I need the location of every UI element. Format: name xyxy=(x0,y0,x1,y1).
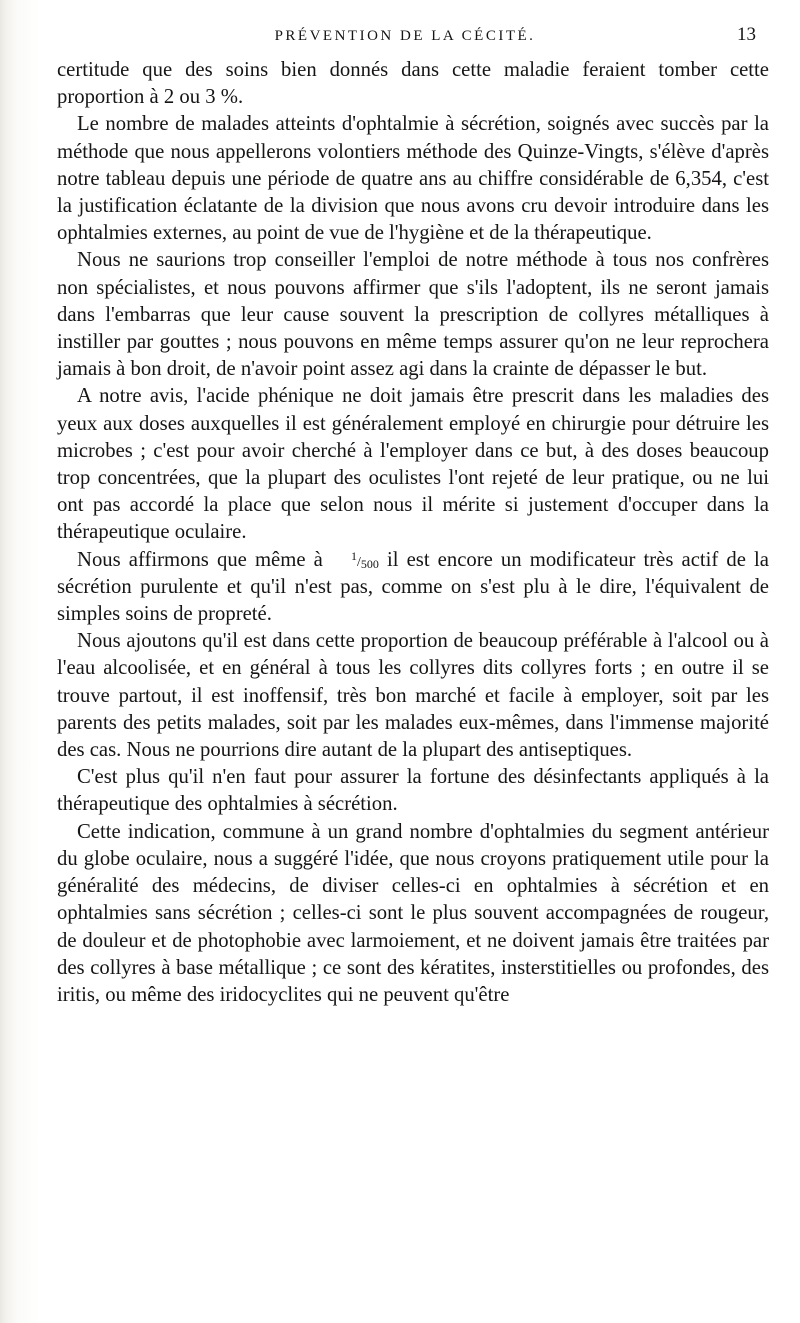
body-text xyxy=(57,57,769,1009)
fraction-numerator: 1 xyxy=(350,548,357,563)
paragraph-continuation: certitude que des soins bien donnés dans cette maladie feraient tomber cette proportion à 2 ou 3 %. xyxy=(57,59,769,109)
paragraph-dosage xyxy=(57,547,769,629)
paragraph-advice-to-colleagues: Nous ne saurions trop conseiller l'emploi de notre méthode à tous nos confrères non spécialistes, et nous pouvons affirmer que s'ils l'adoptent, ils ne seront jamais dans l'embarras que leur cause souvent la prescription de collyres métalliques à instiller par gouttes ; nous pouvons en même temps assurer qu'on ne leur reprochera jamais à bon droit, de n'avoir point assez agi dans la crainte de dépasser le but. xyxy=(57,249,769,381)
paragraph-preferable: Nous ajoutons qu'il est dans cette proportion de beaucoup préférable à l'alcool ou à l'eau alcoolisée, et en général à tous les collyres dits collyres forts ; en outre il se trouve partout, il est inoffensif, très bon marché et facile à employer, soit par les parents des petits malades, soit par les malades eux-mêmes, dans l'immense majorité des cas. Nous ne pourrions dire autant de la plupart des antiseptiques. xyxy=(57,630,769,762)
page-number: 13 xyxy=(737,24,756,45)
paragraph-classification: Cette indication, commune à un grand nombre d'ophtalmies du segment antérieur du globe oculaire, nous a suggéré l'idée, que nous croyons pratiquement utile pour la généralité des médecins, de diviser celles-ci en ophtalmies à sécrétion et en ophtalmies sans sécrétion ; celles-ci sont le plus souvent accompagnées de rougeur, de douleur et de photophobie avec larmoiement, et ne doivent jamais être traitées par des collyres à base métallique ; ce sont des kératites, insterstitielles ou profondes, des iritis, ou même des iridocyclites qui ne peuvent qu'être xyxy=(57,820,769,1006)
running-head xyxy=(60,10,756,45)
fraction-denominator: 500 xyxy=(360,556,379,571)
paragraph-quinze-vingts-method: Le nombre de malades atteints d'ophtalmie à sécrétion, soignés avec succès par la méthode que nous appellerons volontiers méthode des Quinze-Vingts, s'élève d'après notre tableau depuis une période de quatre ans au chiffre considérable de 6,354, c'est la justification éclatante de la division que nous avons cru devoir introduire dans les ophtalmies externes, au point de vue de l'hygiène et de la thérapeutique. xyxy=(57,113,769,245)
paragraph-phenic-acid: A notre avis, l'acide phénique ne doit jamais être prescrit dans les maladies des yeux aux doses auxquelles il est généralement employé en chirurgie pour détruire les microbes ; c'est pour avoir cherché à l'employer dans ce but, à des doses beaucoup trop concentrées, que la plupart des oculistes l'ont rejeté de leur pratique, ou ne lui ont pas accordé la place que selon nous il mérite si justement d'occuper dans la thérapeutique oculaire. xyxy=(57,385,769,544)
dosage-fraction: $^1/_{500}$ xyxy=(350,548,379,571)
running-title: PRÉVENTION DE LA CÉCITÉ. xyxy=(274,28,536,44)
paragraph-disinfectants: C'est plus qu'il n'en faut pour assurer la fortune des désinfectants appliqués à la thérapeutique des ophtalmies à sécrétion. xyxy=(57,766,769,816)
dosage-text-before: Nous affirmons que même à xyxy=(77,548,331,571)
dosage-text-after: il est encore un modificateur très actif de la sécrétion purulente et qu'il n'est pas, comme on s'est plu à le dire, l'équivalent de simples soins de propreté. xyxy=(57,548,769,626)
